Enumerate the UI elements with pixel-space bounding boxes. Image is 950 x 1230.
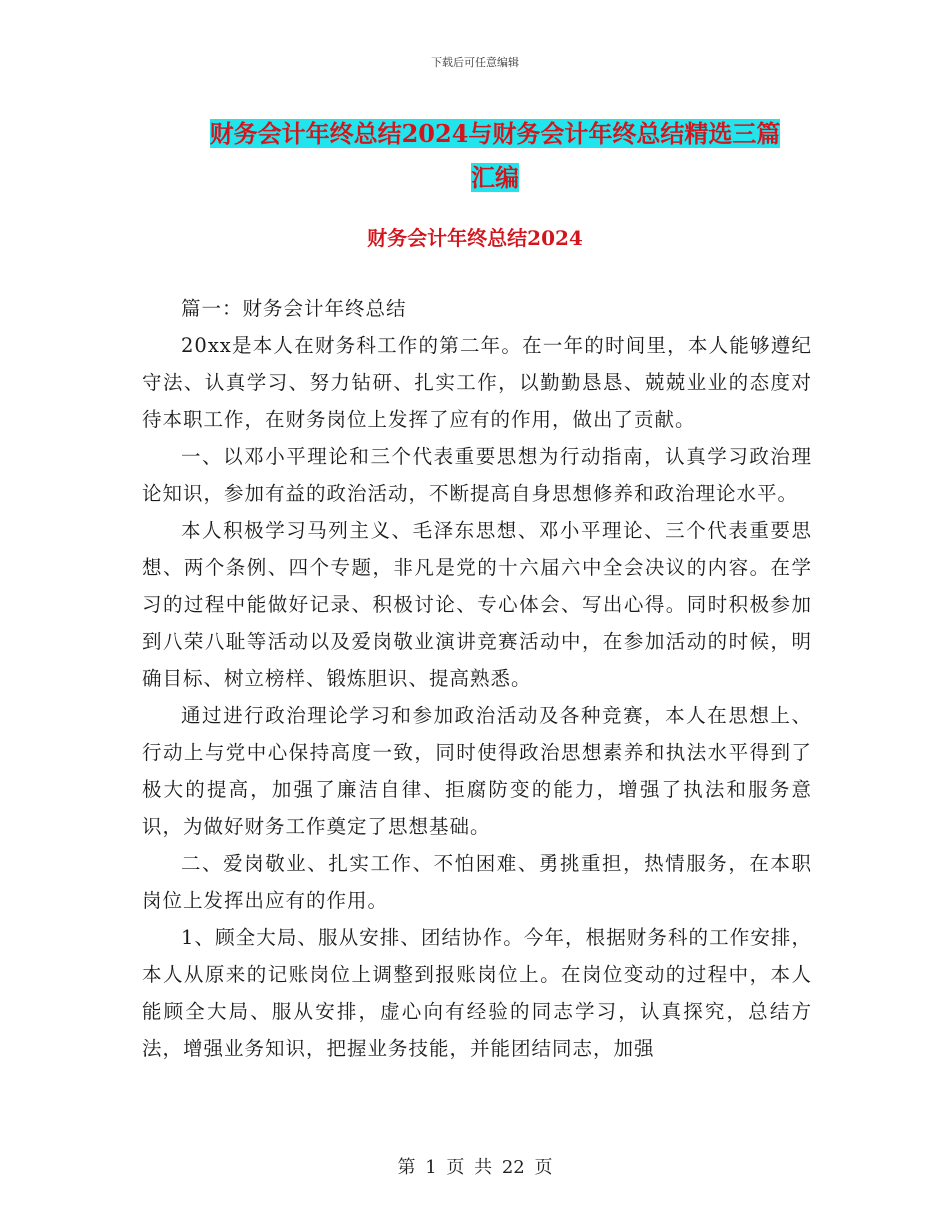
paragraph: 本人积极学习马列主义、毛泽东思想、邓小平理论、三个代表重要思想、两个条例、四个专题，非凡是党的十六届六中全会决议的内容。在学习的过程中能做好记录、积极讨论、专心体会、写出心得。同时积极参加到八荣八耻等活动以及爱岗敬业演讲竞赛活动中，在参加活动的时候，明确目标、树立榜样、锻炼胆识、提高熟悉。: [142, 519, 812, 690]
section-title: 财务会计年终总结2024: [367, 226, 583, 250]
document-body: [142, 290, 812, 1067]
header-note: 下载后可任意编辑: [431, 56, 519, 69]
paragraph: 一、以邓小平理论和三个代表重要思想为行动指南，认真学习政治理论知识，参加有益的政治活动，不断提高自身思想修养和政治理论水平。: [142, 445, 812, 505]
paragraph: 20xx是本人在财务科工作的第二年。在一年的时间里，本人能够遵纪守法、认真学习、努力钻研、扎实工作，以勤勤恳恳、兢兢业业的态度对待本职工作，在财务岗位上发挥了应有的作用，做出了贡献。: [142, 334, 812, 431]
page-number: 第 1 页 共 22 页: [397, 1157, 553, 1178]
paragraph: 通过进行政治理论学习和参加政治活动及各种竞赛，本人在思想上、行动上与党中心保持高度一致，同时使得政治思想素养和执法水平得到了极大的提高，加强了廉洁自律、拒腐防变的能力，增强了执法和服务意识，为做好财务工作奠定了思想基础。: [142, 704, 812, 838]
document-title-line-1: 财务会计年终总结2024与财务会计年终总结精选三篇: [209, 119, 781, 148]
document-title: [140, 112, 850, 200]
paragraph: 篇一：财务会计年终总结: [181, 297, 407, 320]
document-title-line-2: 汇编: [471, 163, 519, 192]
paragraph: 1、顾全大局、服从安排、团结协作。今年，根据财务科的工作安排，本人从原来的记账岗位上调整到报账岗位上。在岗位变动的过程中，本人能顾全大局、服从安排，虚心向有经验的同志学习，认真探究，总结方法，增强业务知识，把握业务技能，并能团结同志，加强: [142, 926, 812, 1060]
paragraph: 二、爱岗敬业、扎实工作、不怕困难、勇挑重担，热情服务，在本职岗位上发挥出应有的作用。: [142, 852, 812, 912]
